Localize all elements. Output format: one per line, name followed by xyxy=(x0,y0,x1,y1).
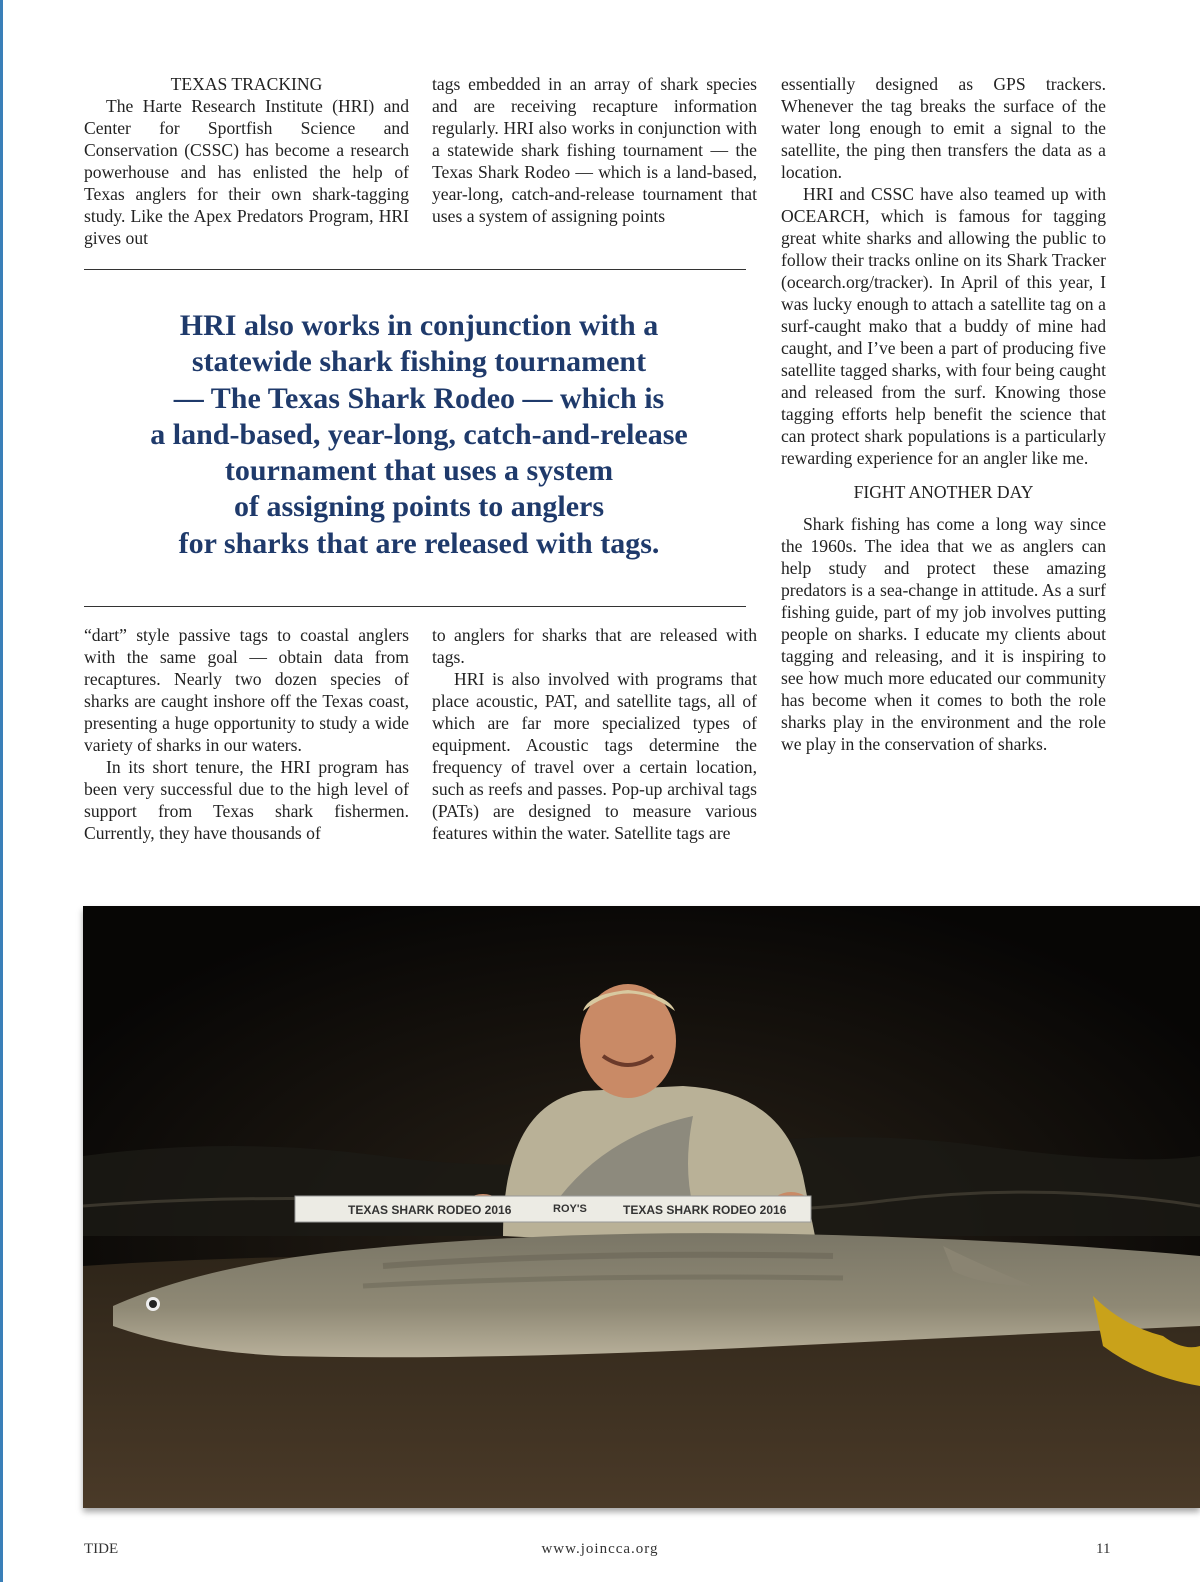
ruler-label-right: TEXAS SHARK RODEO 2016 xyxy=(623,1203,787,1217)
footer-website-link[interactable]: www.joincca.org xyxy=(541,1541,659,1557)
ruler-label-left: TEXAS SHARK RODEO 2016 xyxy=(348,1203,512,1217)
pull-quote-line: a land-based, year-long, catch-and-release xyxy=(150,417,688,451)
paragraph: In its short tenure, the HRI program has been very successful due to the high level of support from Texas shark fishermen. Currently, they have thousands of xyxy=(84,757,409,843)
pullquote-top-rule xyxy=(84,269,746,270)
column-2-bottom xyxy=(432,624,757,844)
section-heading-texas-tracking: TEXAS TRACKING xyxy=(170,74,323,94)
paragraph: Shark fishing has come a long way since the 1960s. The idea that we as anglers can help study and protect these amazing predators is a sea-change in attitude. As a surf fishing guide, part of my job involves putting people on sharks. I educate my clients about tagging and releasing, and it is inspiring to see how much more educated our community has become when it comes to both the role sharks play in the environment and the role we play in the conservation of sharks. xyxy=(781,514,1106,754)
pullquote-bottom-rule xyxy=(84,606,746,607)
column-1-top xyxy=(84,73,409,249)
paragraph: to anglers for sharks that are released with tags. xyxy=(432,625,757,667)
paragraph: “dart” style passive tags to coastal anglers with the same goal — obtain data from recaptures. Nearly two dozen species of sharks are caught inshore off the Texas coast, presenting a huge opportunity to study a wide variety of sharks in our waters. xyxy=(84,625,409,755)
pull-quote-line: for sharks that are released with tags. xyxy=(178,526,660,560)
ruler-label-center: ROY'S xyxy=(553,1203,587,1215)
shark-photo-illustration xyxy=(83,906,1200,1508)
pull-quote-line: — The Texas Shark Rodeo — which is xyxy=(173,381,665,415)
measuring-ruler xyxy=(295,1196,811,1222)
pull-quote-line: statewide shark fishing tournament xyxy=(191,345,647,379)
paragraph: The Harte Research Institute (HRI) and Center for Sportfish Science and Conservation (CSSC) has become a research powerhouse and has enlisted the help of Texas anglers for their own shark-tagging study. Like the Apex Predators Program, HRI gives out xyxy=(84,96,409,248)
paragraph: HRI is also involved with programs that place acoustic, PAT, and satellite tags, all of which are far more specialized types of equipment. Acoustic tags determine the frequency of travel over a certain location, such as reefs and passes. Pop-up archival tags (PATs) are designed to measure various features within the water. Satellite tags are xyxy=(432,669,757,843)
page-number: 11 xyxy=(1096,1541,1111,1557)
pull-quote-line: of assigning points to anglers xyxy=(233,490,605,524)
paragraph: essentially designed as GPS trackers. Whenever the tag breaks the surface of the water long enough to emit a signal to the satellite, the ping then transfers the data as a location. xyxy=(781,74,1106,182)
column-1-bottom xyxy=(84,624,409,844)
column-2-top xyxy=(432,73,757,227)
section-heading-fight-another-day: FIGHT ANOTHER DAY xyxy=(853,482,1034,502)
paragraph: tags embedded in an array of shark species and are receiving recapture information regularly. HRI also works in conjunction with a statewide shark fishing tournament — the Texas Shark Rodeo — which is a land-based, year-long, catch-and-release tournament that uses a system of assigning points xyxy=(432,74,757,226)
footer-publication: TIDE xyxy=(84,1541,119,1557)
pull-quote-line: HRI also works in conjunction with a xyxy=(179,309,659,342)
pull-quote-line: tournament that uses a system xyxy=(224,454,614,488)
shark-photo xyxy=(83,906,1200,1508)
pull-quote xyxy=(84,308,754,562)
paragraph: HRI and CSSC have also teamed up with OCEARCH, which is famous for tagging great white sharks and allowing the public to follow their tracks online on its Shark Tracker (ocearch.org/tracker). In April of this year, I was lucky enough to attach a satellite tag on a surf-caught mako that a buddy of mine had caught, and I’ve been a part of producing five satellite tagged sharks, with four being caught and released from the surf. Knowing those tagging efforts help benefit the science that can protect shark populations is a particularly rewarding experience for an angler like me. xyxy=(781,184,1106,468)
column-3 xyxy=(781,73,1106,755)
left-edge-rule xyxy=(0,0,3,1582)
